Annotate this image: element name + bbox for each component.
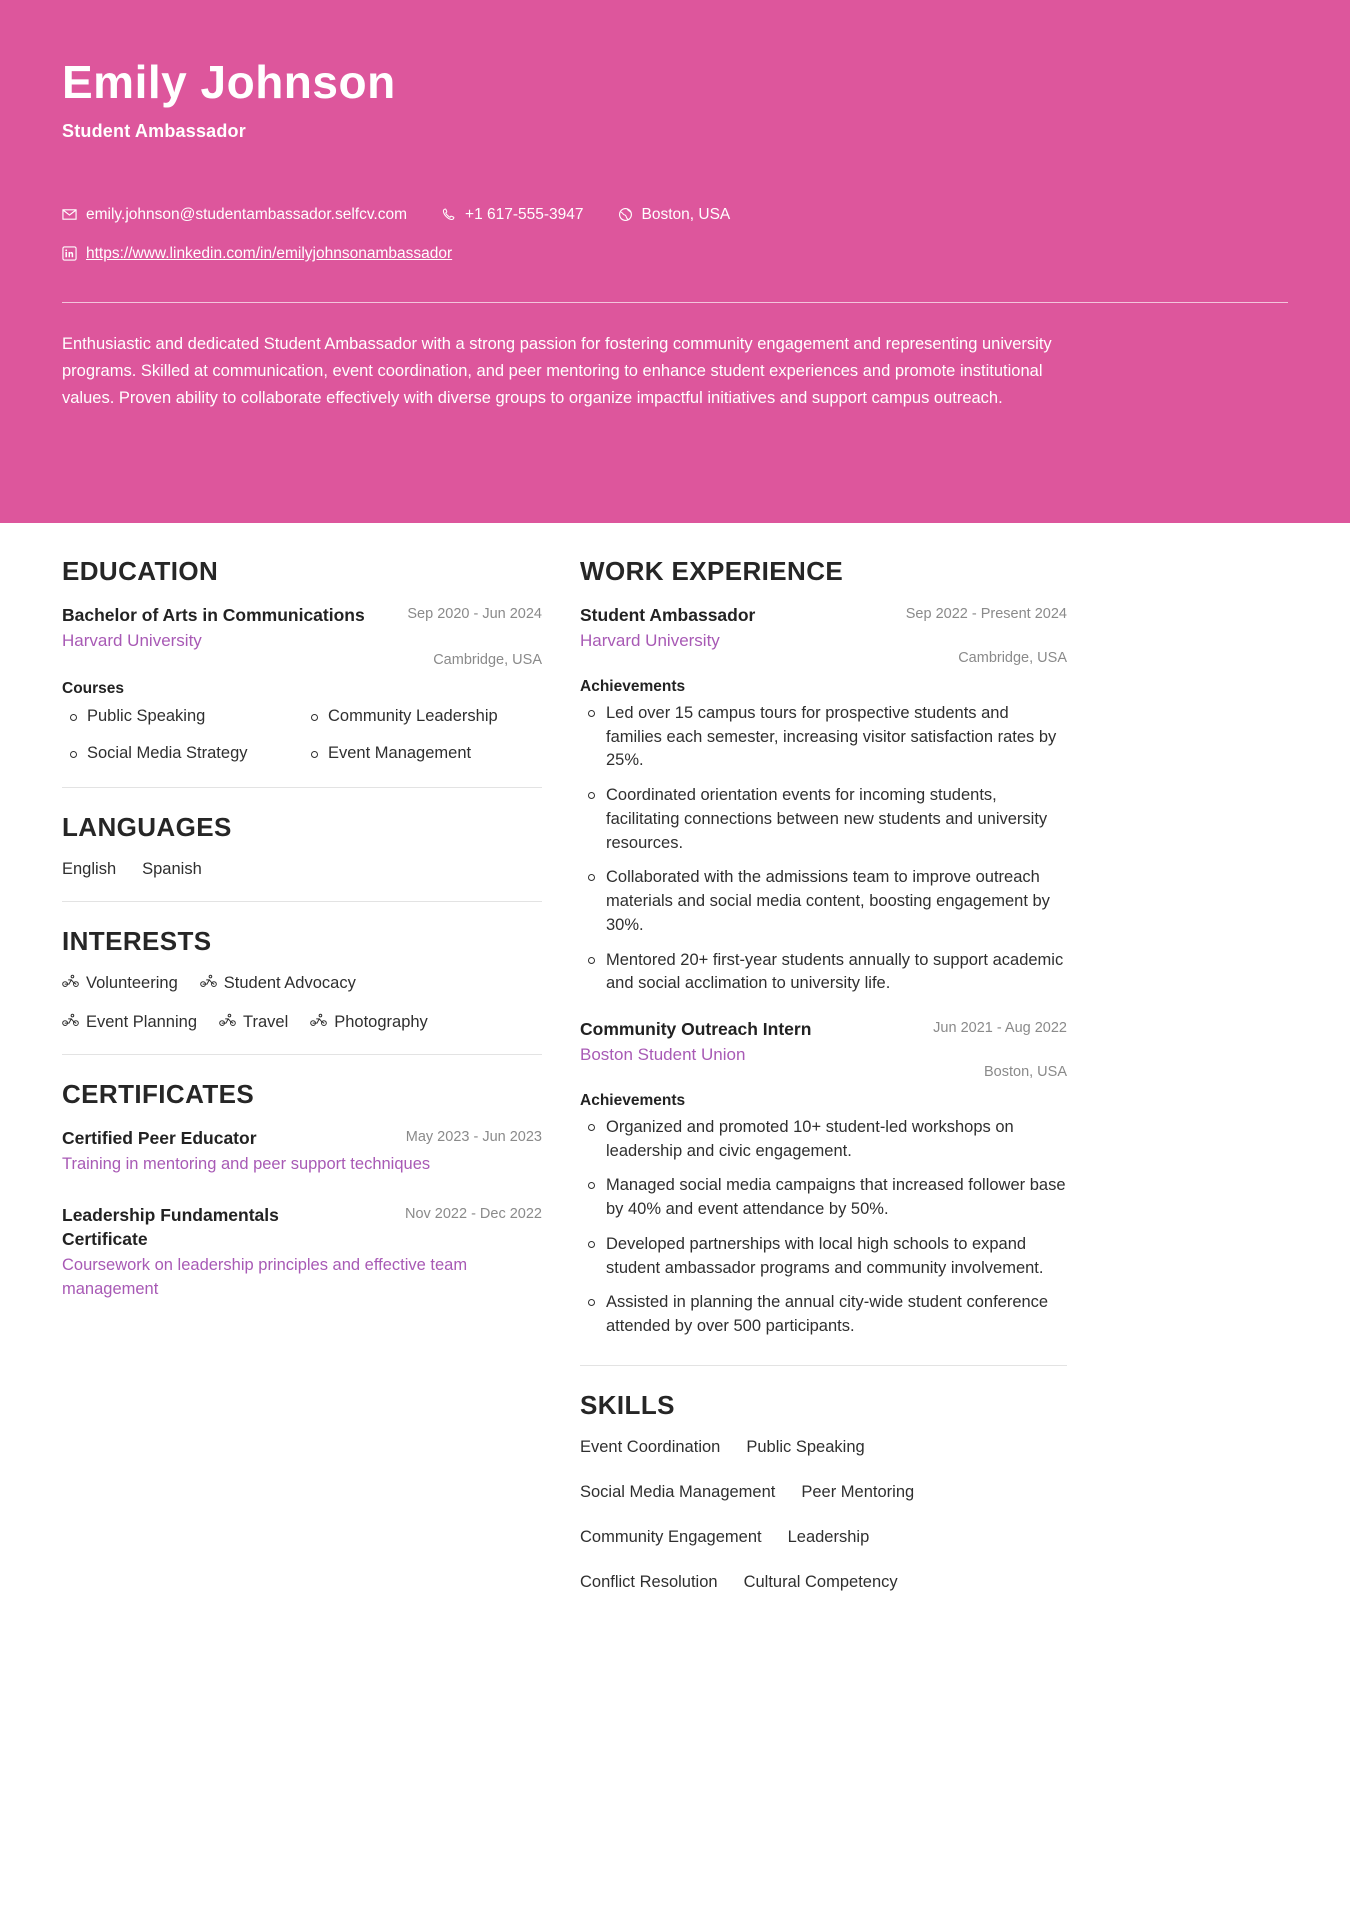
certificate-name: Leadership Fundamentals Certificate: [62, 1205, 279, 1249]
skills-list: [580, 1438, 1050, 1592]
achievement-text: Collaborated with the admissions team to improve outreach materials and social media content, boosting engagement by 30%.: [606, 868, 1050, 934]
section-certificates: [62, 1079, 542, 1302]
bullet-ring-icon: [311, 714, 318, 721]
education-degree: Bachelor of Arts in Communications: [62, 605, 365, 625]
achievement-text: Managed social media campaigns that increased follower base by 40% and event attendance by 50%.: [606, 1176, 1066, 1218]
course-label: Community Leadership: [328, 706, 498, 725]
achievements-list: [580, 1116, 1067, 1339]
education-school: Harvard University: [62, 631, 202, 651]
certificate-date: May 2023 - Jun 2023: [405, 1128, 542, 1145]
interest-item: [200, 974, 356, 993]
bullet-ring-icon: [588, 1299, 595, 1306]
bullet-ring-icon: [588, 710, 595, 717]
achievement-item: [588, 866, 1067, 937]
courses-list: [62, 706, 542, 765]
course-label: Social Media Strategy: [87, 744, 248, 763]
section-skills: [580, 1390, 1067, 1592]
achievements-list: [580, 702, 1067, 996]
bullet-ring-icon: [588, 874, 595, 881]
certificate-entry: [62, 1127, 542, 1177]
work-position: Student Ambassador: [580, 605, 756, 625]
right-column: [580, 523, 1067, 1592]
skill-item: Conflict Resolution: [580, 1572, 718, 1591]
section-title-education: EDUCATION: [62, 556, 219, 586]
bullet-ring-icon: [588, 1182, 595, 1189]
skill-item: Public Speaking: [746, 1437, 865, 1456]
course-label: Public Speaking: [87, 706, 206, 725]
achievement-text: Coordinated orientation events for incoming students, facilitating connections between new students and university resources.: [606, 786, 1048, 852]
section-education: [62, 556, 542, 765]
languages-list: [62, 860, 542, 879]
certificate-description: Training in mentoring and peer support techniques: [62, 1155, 431, 1174]
work-entry: [580, 604, 1067, 996]
section-title-skills: SKILLS: [580, 1389, 675, 1420]
divider-interests-certificates: [62, 1054, 542, 1055]
bullet-ring-icon: [588, 1241, 595, 1248]
globe-icon: [618, 207, 633, 222]
interest-label: Travel: [243, 1012, 289, 1031]
section-title-languages: LANGUAGES: [62, 811, 232, 842]
bullet-ring-icon: [588, 957, 595, 964]
achievement-text: Organized and promoted 10+ student-led workshops on leadership and civic engagement.: [606, 1117, 1014, 1160]
linkedin-row: [62, 235, 1288, 272]
cycling-icon: [219, 1013, 236, 1032]
interest-label: Event Planning: [86, 1012, 197, 1031]
professional-summary: Enthusiastic and dedicated Student Ambassador with a strong passion for fostering community engagement and representing university programs. Skilled at communication, event coordination, and peer mentoring to enhance student experiences and promote institutional values. Proven ability to collaborate effectively with diverse groups to organize impactful initiatives and support campus outreach.: [62, 335, 1052, 407]
education-entry: [62, 604, 542, 765]
certificate-entry: [62, 1204, 542, 1301]
phone-icon: [441, 207, 456, 222]
certificate-date: Nov 2022 - Dec 2022: [404, 1206, 542, 1223]
interests-list: [62, 974, 492, 1032]
achievement-item: [588, 1291, 1067, 1339]
bullet-ring-icon: [588, 1124, 595, 1131]
contact-location-text: Boston, USA: [641, 205, 731, 223]
left-column: [62, 523, 542, 1317]
email-icon: [62, 207, 77, 222]
course-label: Event Management: [328, 744, 472, 763]
skill-item: Event Coordination: [580, 1437, 721, 1456]
certificate-description: Coursework on leadership principles and effective team management: [62, 1256, 468, 1298]
bullet-ring-icon: [311, 751, 318, 758]
cycling-icon: [200, 974, 217, 993]
skill-item: Peer Mentoring: [801, 1482, 915, 1501]
achievement-text: Developed partnerships with local high schools to expand student ambassador programs and community involvement.: [606, 1234, 1044, 1277]
cycling-icon: [310, 1013, 327, 1032]
contact-email-text: emily.johnson@studentambassador.selfcv.com: [86, 205, 408, 223]
resume-body: [0, 523, 1350, 1592]
contact-phone[interactable]: [441, 196, 584, 233]
work-location: Boston, USA: [983, 1063, 1067, 1080]
work-company: Harvard University: [580, 631, 720, 651]
achievements-label: Achievements: [580, 1091, 686, 1109]
contact-linkedin[interactable]: [62, 235, 452, 272]
education-location: Cambridge, USA: [433, 651, 542, 668]
contact-phone-text: +1 617-555-3947: [465, 205, 584, 223]
interest-label: Photography: [334, 1012, 428, 1031]
achievement-item: [588, 702, 1067, 773]
work-company: Boston Student Union: [580, 1045, 746, 1065]
cycling-icon: [62, 1013, 79, 1032]
section-interests: [62, 926, 542, 1032]
contact-linkedin-text[interactable]: https://www.linkedin.com/in/emilyjohnsonambassador: [86, 245, 453, 263]
bullet-ring-icon: [70, 751, 77, 758]
divider-education-languages: [62, 787, 542, 788]
skill-item: Cultural Competency: [743, 1572, 898, 1591]
cycling-icon: [62, 974, 79, 993]
contact-row: [62, 196, 1288, 233]
achievement-text: Assisted in planning the annual city-wide student conference attended by over 500 participants.: [606, 1293, 1049, 1335]
achievement-item: [588, 1174, 1067, 1222]
interest-item: [219, 1013, 288, 1032]
interest-label: Volunteering: [86, 973, 178, 992]
contact-location: [618, 196, 731, 233]
language-item: Spanish: [142, 859, 202, 878]
header-divider: [62, 302, 1288, 303]
section-title-interests: INTERESTS: [62, 925, 212, 956]
achievement-text: Mentored 20+ first-year students annually to support academic and social acclimation to university life.: [606, 950, 1064, 993]
achievement-item: [588, 949, 1067, 997]
section-title-certificates: CERTIFICATES: [62, 1078, 255, 1109]
interest-item: [62, 974, 178, 993]
interest-item: [62, 1013, 197, 1032]
skill-item: Community Engagement: [580, 1527, 762, 1546]
skill-item: Social Media Management: [580, 1482, 776, 1501]
linkedin-icon: [62, 246, 77, 261]
achievement-item: [588, 1116, 1067, 1164]
page-title: Emily Johnson: [62, 56, 396, 108]
divider-languages-interests: [62, 901, 542, 902]
job-title-subtitle: Student Ambassador: [62, 120, 246, 141]
achievement-item: [588, 784, 1067, 855]
section-title-work-experience: WORK EXPERIENCE: [580, 556, 844, 586]
interest-label: Student Advocacy: [223, 973, 356, 992]
achievement-text: Led over 15 campus tours for prospective students and families each semester, increasing visitor satisfaction rates by 25%.: [606, 703, 1057, 770]
skill-item: Leadership: [787, 1527, 870, 1546]
course-item: [311, 743, 542, 764]
section-languages: [62, 812, 542, 879]
language-item: English: [62, 859, 117, 878]
achievements-label: Achievements: [580, 677, 686, 695]
section-work-experience: [580, 556, 1067, 1339]
course-item: [70, 743, 301, 764]
certificate-name: Certified Peer Educator: [62, 1127, 257, 1148]
education-date: Sep 2020 - Jun 2024: [407, 606, 542, 622]
work-date: Jun 2021 - Aug 2022: [933, 1020, 1067, 1036]
achievement-item: [588, 1233, 1067, 1281]
work-date: Sep 2022 - Present 2024: [905, 606, 1067, 622]
course-item: [70, 706, 301, 727]
divider-work-skills: [580, 1365, 1067, 1366]
courses-label: Courses: [62, 679, 125, 697]
contact-email[interactable]: [62, 196, 407, 233]
work-position: Community Outreach Intern: [580, 1019, 812, 1039]
interest-item: [310, 1013, 428, 1032]
bullet-ring-icon: [588, 792, 595, 799]
work-location: Cambridge, USA: [958, 649, 1067, 666]
bullet-ring-icon: [70, 714, 77, 721]
work-entry: [580, 1018, 1067, 1339]
resume-header: [0, 0, 1350, 523]
course-item: [311, 706, 542, 727]
